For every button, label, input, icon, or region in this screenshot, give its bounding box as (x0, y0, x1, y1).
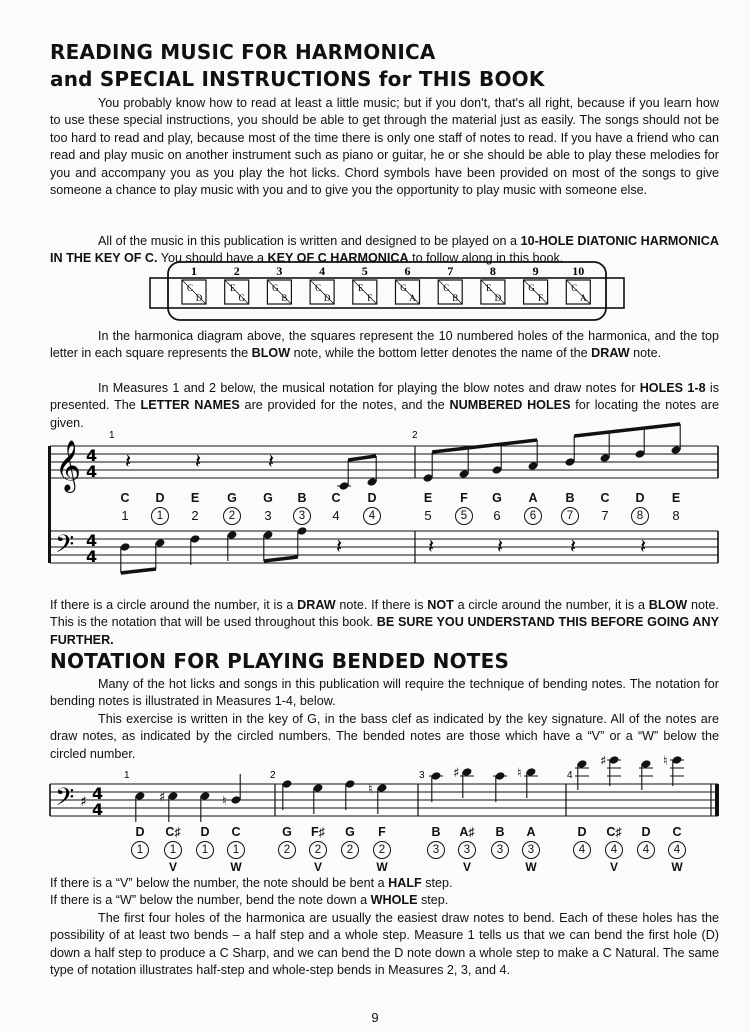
accidental-icon: ♯ (600, 754, 607, 769)
note-letter: A♯ (459, 825, 475, 839)
diagram-explanation: In the harmonica diagram above, the squares represent the 10 numbered holes of the harmonica, and the top letter in each square represents the BLOW note, while the bottom letter denotes the name of the DRAW note. (50, 329, 719, 361)
note-letter: F (378, 825, 386, 839)
note-letter: D (367, 491, 377, 505)
blow-hole-number: 1 (121, 508, 129, 523)
hole-number: 4 (319, 264, 326, 278)
note-letter: A (526, 825, 536, 839)
measure-number: 1 (124, 770, 130, 781)
draw-note: D (323, 293, 331, 303)
draw-hole-circle: 8 (631, 507, 649, 525)
note-letter: G (492, 491, 502, 505)
draw-hole-circle: 2 (373, 841, 391, 859)
circle-explanation: If there is a circle around the number, it is a DRAW note. If there is NOT a circle around the number, it is a BLOW note. This is the notation that will be used throughout this book. BE SURE YOU UNDERSTAND THIS BEFORE GOING ANY FURTHER. (50, 598, 719, 647)
draw-hole-circle: 2 (309, 841, 327, 859)
measure-number: 2 (270, 770, 276, 781)
note-letter: C (331, 491, 341, 505)
draw-note: D (195, 293, 203, 303)
blow-note: G (528, 283, 535, 293)
draw-note: F (367, 293, 373, 303)
draw-hole-circle: 3 (491, 841, 509, 859)
draw-hole-circle: 1 (151, 507, 169, 525)
bend-mark: V (168, 860, 177, 874)
quarter-rest-icon: 𝄽 (268, 449, 275, 473)
note-letter: E (423, 491, 433, 505)
page-number: 9 (371, 1010, 379, 1025)
time-signature-bottom: 4 (86, 462, 98, 481)
draw-hole-circle: 1 (164, 841, 182, 859)
accidental-icon: ♮ (368, 782, 373, 797)
accidental-icon: ♮ (663, 754, 668, 769)
draw-hole-circle: 3 (427, 841, 445, 859)
draw-hole-circle: 1 (196, 841, 214, 859)
note-letter: B (495, 825, 505, 839)
quarter-rest-icon: 𝄽 (497, 534, 504, 558)
note-letter: C (120, 491, 130, 505)
hole-number: 6 (404, 264, 411, 278)
note-letter: D (641, 825, 651, 839)
note-letter: D (577, 825, 587, 839)
draw-hole-circle: 3 (458, 841, 476, 859)
hole-number: 10 (572, 264, 585, 278)
note-letter: B (565, 491, 575, 505)
draw-hole-circle: 4 (637, 841, 655, 859)
blow-note: G (272, 283, 279, 293)
draw-note: F (538, 293, 544, 303)
draw-hole-circle: 2 (223, 507, 241, 525)
draw-hole-circle: 1 (131, 841, 149, 859)
hole-number: 1 (191, 264, 197, 278)
draw-hole-circle: 4 (605, 841, 623, 859)
note-letter: G (282, 825, 292, 839)
note-letter: C♯ (165, 825, 181, 839)
draw-hole-circle: 4 (363, 507, 381, 525)
measure-number: 4 (567, 770, 573, 781)
blow-note: C (443, 283, 450, 293)
note-letter: C♯ (606, 825, 622, 839)
note-letter: D (635, 491, 645, 505)
measure-number: 3 (419, 770, 425, 781)
draw-hole-circle: 6 (524, 507, 542, 525)
bass-clef-icon: 𝄢 (55, 530, 75, 565)
draw-hole-circle: 4 (668, 841, 686, 859)
time-signature-top: 4 (86, 446, 98, 465)
draw-hole-circle: 2 (278, 841, 296, 859)
time-signature-bottom: 4 (92, 800, 104, 819)
blow-note: C (571, 283, 578, 293)
draw-hole-circle: 3 (293, 507, 311, 525)
note-letter: E (190, 491, 200, 505)
page-title: READING MUSIC FOR HARMONICA (50, 40, 436, 64)
draw-hole-circle: 7 (561, 507, 579, 525)
hole-number: 2 (233, 264, 240, 278)
hole-number: 9 (532, 264, 539, 278)
note-letter: F (460, 491, 468, 505)
key-paragraph: All of the music in this publication is written and designed to be played on a 10-HOLE DIATONIC HARMONICA IN THE KEY OF C. You should have a KEY OF C HARMONICA to follow along in this book. (50, 234, 719, 266)
quarter-rest-icon: 𝄽 (570, 534, 577, 558)
hole-number: 8 (489, 264, 496, 278)
quarter-rest-icon: 𝄽 (195, 449, 202, 473)
measure-number: 1 (109, 430, 115, 441)
quarter-rest-icon: 𝄽 (336, 534, 343, 558)
quarter-rest-icon: 𝄽 (640, 534, 647, 558)
bend-mark: V (462, 860, 471, 874)
blow-hole-number: 5 (424, 508, 432, 523)
note-letter: G (345, 825, 355, 839)
draw-note: A (409, 293, 416, 303)
blow-note: E (358, 283, 364, 293)
draw-note: B (281, 293, 288, 303)
accidental-icon: ♮ (517, 766, 522, 781)
measures-paragraph: In Measures 1 and 2 below, the musical notation for playing the blow notes and draw notes for HOLES 1-8 is presented. The LETTER NAMES are provided for the notes, and the NUMBERED HOLES for locating the notes are given. (50, 381, 720, 430)
quarter-rest-icon: 𝄽 (428, 534, 435, 558)
hole-number: 5 (361, 264, 368, 278)
note-letter: D (200, 825, 210, 839)
key-signature-paragraph: This exercise is written in the key of G, in the bass clef as indicated by the key signature. All of the notes are draw notes, as indicated by the circled numbers. The bended notes are those which have a “V” or a “W” below the circled number. (50, 712, 719, 761)
note-letter: G (263, 491, 273, 505)
bend-mark: V (609, 860, 618, 874)
blow-hole-number: 8 (672, 508, 680, 523)
note-letter: G (227, 491, 237, 505)
draw-hole-circle: 1 (227, 841, 245, 859)
hole-number: 7 (447, 264, 454, 278)
note-letter: F♯ (311, 825, 325, 839)
note-letter: A (528, 491, 538, 505)
blow-note: E (486, 283, 492, 293)
note-letter: C (672, 825, 682, 839)
bend-mark: W (230, 860, 242, 874)
time-signature-top: 4 (86, 531, 98, 550)
bass-clef-icon: 𝄢 (55, 783, 75, 818)
blow-hole-number: 2 (191, 508, 199, 523)
draw-hole-circle: 4 (573, 841, 591, 859)
bend-mark: W (671, 860, 683, 874)
note-letter: D (155, 491, 165, 505)
blow-hole-number: 7 (601, 508, 609, 523)
draw-note: G (238, 293, 245, 303)
blow-hole-number: 4 (332, 508, 340, 523)
quarter-rest-icon: 𝄽 (125, 449, 132, 473)
blow-hole-number: 6 (493, 508, 501, 523)
hole-number: 3 (276, 264, 283, 278)
bend-mark: V (313, 860, 322, 874)
treble-clef-icon: 𝄞 (55, 440, 82, 491)
final-barline (715, 784, 719, 816)
key-signature-sharp: ♯ (80, 794, 87, 810)
accidental-icon: ♯ (159, 790, 166, 805)
note-letter: C (231, 825, 241, 839)
note-letter: E (671, 491, 681, 505)
draw-hole-circle: 3 (522, 841, 540, 859)
note-letter: D (135, 825, 145, 839)
note-letter: C (600, 491, 610, 505)
time-signature-top: 4 (92, 784, 104, 803)
draw-note: D (494, 293, 502, 303)
v-explanation: If there is a “V” below the number, the note should be bent a HALF step. (50, 876, 453, 890)
bends-paragraph: The first four holes of the harmonica are usually the easiest draw notes to bend. Each of these holes has the possibility of at least two bends – a half step and a whole step. Measure 1 tells us that we can bend the first hole (D) down a half step to produce a C Sharp, and we can bend the D note down a whole step to make a C Natural. The same type of notation illustrates half-step and whole-step bends in Measures 2, 3, and 4. (50, 911, 719, 978)
accidental-icon: ♯ (453, 766, 460, 781)
draw-note: A (580, 293, 587, 303)
page-subtitle: and SPECIAL INSTRUCTIONS for THIS BOOK (50, 67, 545, 91)
blow-note: C (315, 283, 322, 293)
draw-hole-circle: 2 (341, 841, 359, 859)
w-explanation: If there is a “W” below the number, bend the note down a WHOLE step. (50, 893, 449, 907)
note-letter: B (431, 825, 441, 839)
draw-hole-circle: 5 (455, 507, 473, 525)
blow-hole-number: 3 (264, 508, 272, 523)
bend-mark: W (525, 860, 537, 874)
intro-paragraph: You probably know how to read at least a little music; but if you don't, that's all right, because if you learn how to use these special instructions, you should be able to get through the material just as easily. The songs should not be too hard to read and play, because most of the time there is only one staff of notes to read. If you have a friend who can read and play music on another instrument such as piano or guitar, he or she should be able to play these melodies for you and accompany you as you play the hot licks. Chord symbols have been provided on most of the songs to give someone a chance to play music with you and to give you the opportunity to play music with someone else. (50, 96, 719, 198)
blow-note: G (400, 283, 407, 293)
bending-intro: Many of the hot licks and songs in this publication will require the technique of bending notes. The notation for bending notes is illustrated in Measures 1-4, below. (50, 677, 719, 709)
bend-mark: W (376, 860, 388, 874)
measure-number: 2 (412, 430, 418, 441)
blow-note: C (186, 283, 194, 293)
note-letter: B (297, 491, 307, 505)
blow-note: E (229, 283, 236, 293)
time-signature-bottom: 4 (86, 547, 98, 566)
section-heading: NOTATION FOR PLAYING BENDED NOTES (50, 649, 510, 673)
accidental-icon: ♮ (222, 794, 227, 809)
draw-note: B (452, 293, 459, 303)
